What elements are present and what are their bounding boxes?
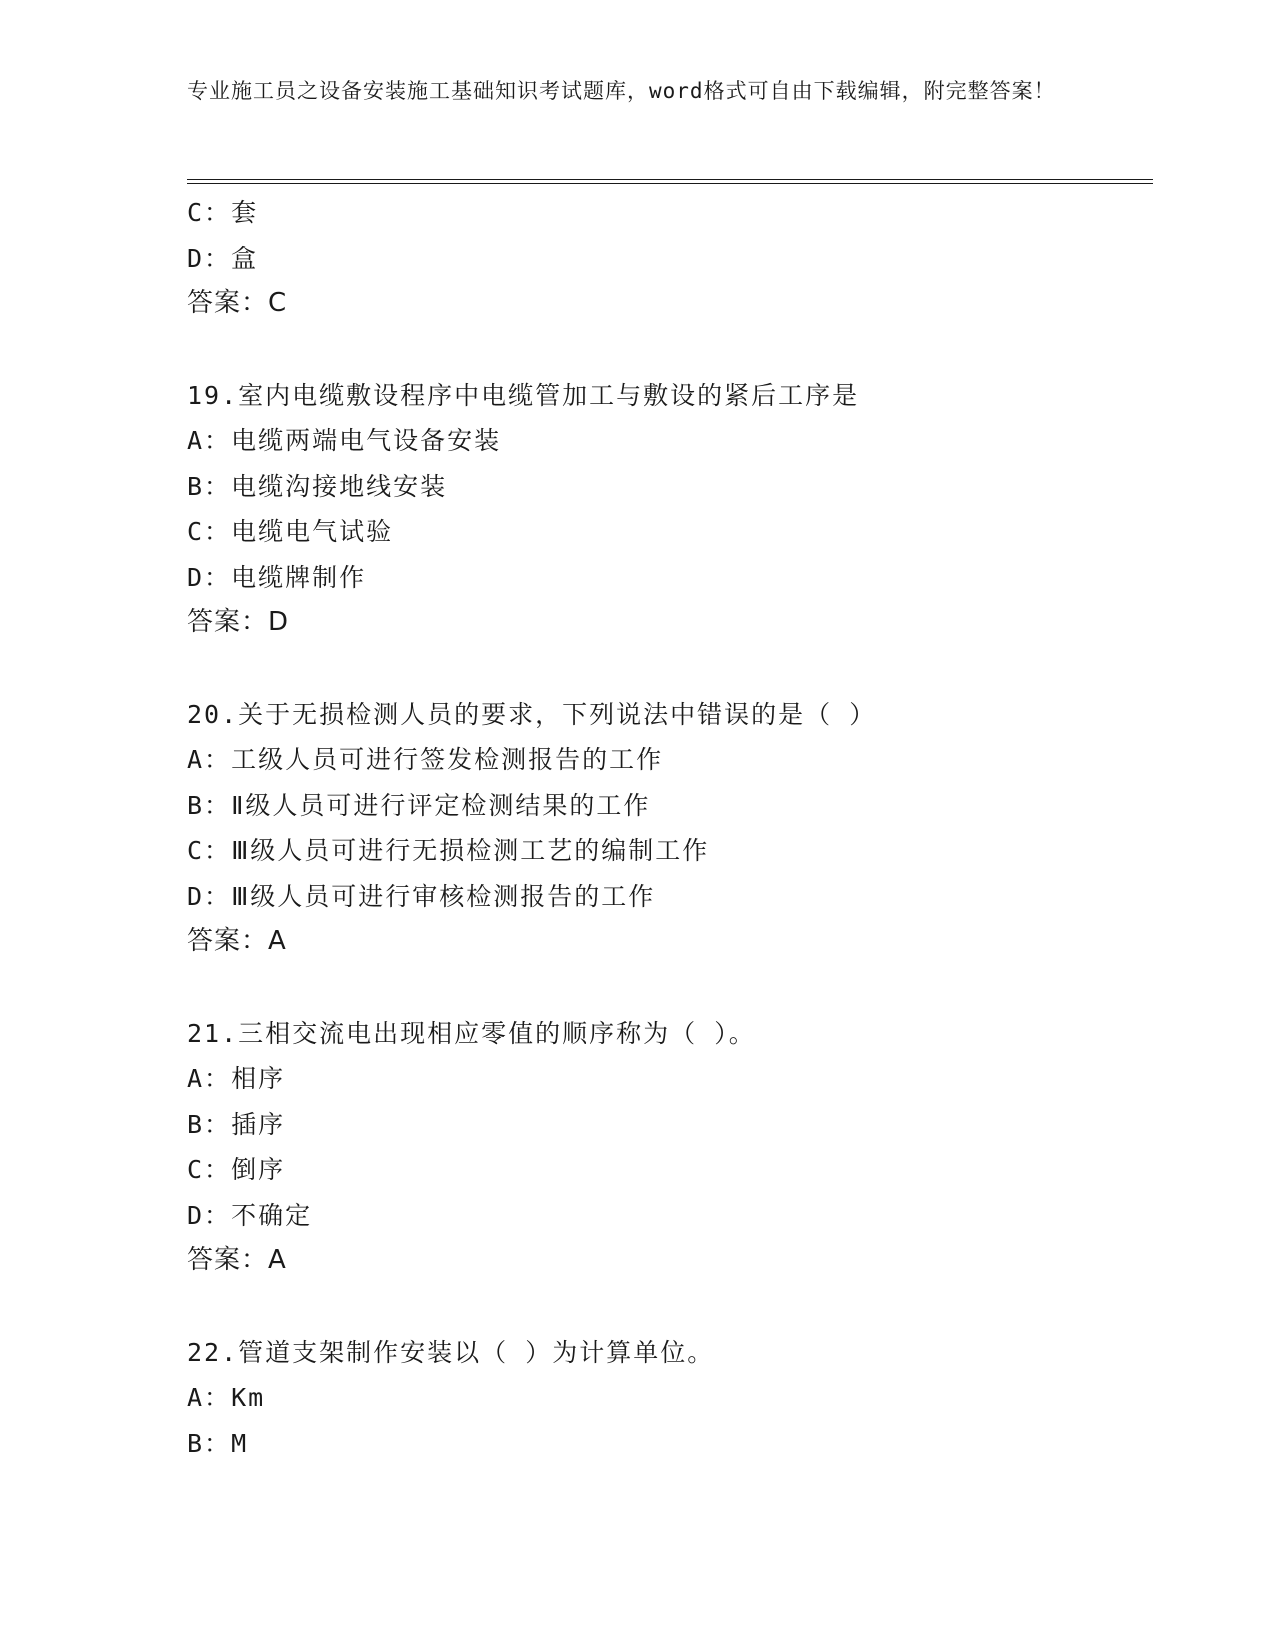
question-stem: 19.室内电缆敷设程序中电缆管加工与敷设的紧后工序是 [187,380,860,410]
option-text: 工级人员可进行签发检测报告的工作 [231,745,664,774]
option-letter: A： [187,426,232,455]
option-letter: D： [187,1200,232,1230]
option-text: 套 [231,198,259,227]
option-letter: A： [187,745,232,774]
option-letter: D： [187,243,232,273]
option-text: Ⅲ级人员可进行无损检测工艺的编制工作 [231,836,710,865]
option-line [187,464,1147,510]
option-text: 电缆两端电气设备安装 [231,426,502,455]
option-line [187,236,1147,282]
document-header: 专业施工员之设备安装施工基础知识考试题库，word格式可自由下载编辑，附完整答案！ [187,79,1056,103]
header-rule-bottom [187,183,1153,184]
option-letter: B： [187,790,232,820]
spacer [187,1284,1147,1330]
option-text: 盒 [231,243,259,273]
question-block-partial [187,190,1147,327]
option-letter: D： [187,881,232,911]
option-line [187,1147,1147,1193]
spacer [187,965,1147,1011]
answer-line: 答案：A [187,1245,287,1275]
answer-line: 答案：D [187,607,290,637]
option-line [187,190,1147,236]
option-line [187,1102,1147,1148]
option-text: 电缆电气试验 [231,517,394,546]
option-text: Ⅲ级人员可进行审核检测报告的工作 [231,881,656,911]
option-letter: A： [187,1064,232,1093]
option-line [187,555,1147,601]
question-stem: 21.三相交流电出现相应零值的顺序称为（ ）。 [187,1018,756,1048]
spacer [187,646,1147,692]
question-block-19 [187,373,1147,646]
header-rule-top [187,179,1153,180]
option-line [187,1421,1147,1467]
option-line [187,783,1147,829]
option-text: 插序 [231,1109,286,1139]
question-block-20 [187,692,1147,965]
option-text: 相序 [231,1064,286,1093]
option-text: Ⅱ级人员可进行评定检测结果的工作 [231,790,651,820]
option-line [187,509,1147,555]
option-letter: C： [187,1155,232,1184]
option-letter: A： [187,1383,232,1412]
option-line [187,418,1147,464]
question-stem: 22.管道支架制作安装以（ ）为计算单位。 [187,1337,715,1367]
option-text: Km [231,1383,266,1412]
question-stem: 20.关于无损检测人员的要求，下列说法中错误的是（ ） [187,699,877,729]
option-line [187,1375,1147,1421]
spacer [187,327,1147,373]
option-letter: B： [187,1109,232,1139]
option-letter: C： [187,517,232,546]
answer-line: 答案：A [187,926,287,956]
option-letter: C： [187,836,232,865]
option-line [187,874,1147,920]
option-text: 电缆牌制作 [231,562,367,592]
answer-line: 答案：C [187,288,288,318]
option-letter: B： [187,1428,232,1458]
option-text: 不确定 [231,1200,313,1230]
question-block-22 [187,1330,1147,1467]
option-text: M [231,1428,249,1458]
question-list [187,190,1147,1466]
option-line [187,1056,1147,1102]
question-block-21 [187,1011,1147,1284]
option-letter: C： [187,198,232,227]
option-line [187,828,1147,874]
option-letter: D： [187,562,232,592]
option-letter: B： [187,471,232,501]
option-line [187,737,1147,783]
option-text: 电缆沟接地线安装 [231,471,448,501]
option-text: 倒序 [231,1155,286,1184]
option-line [187,1193,1147,1239]
